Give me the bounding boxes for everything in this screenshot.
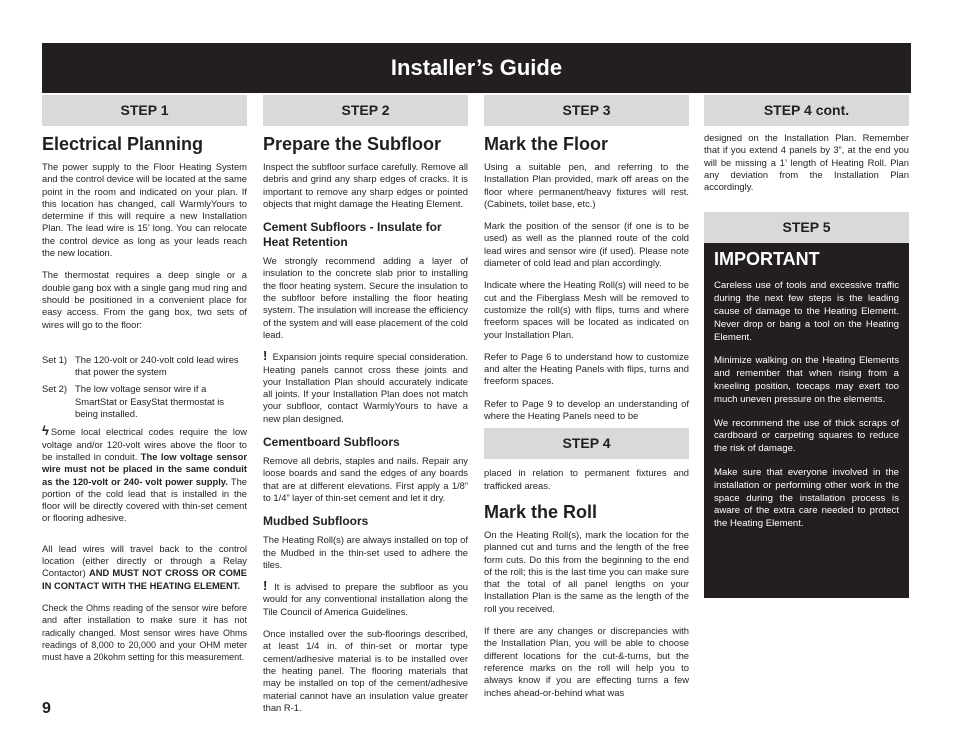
important-box [704,243,909,598]
list-item: Set 1) The 120-volt or 240-volt cold lead wires that power the system [42,353,239,378]
column-step-1 [42,95,247,673]
column-step-4-5 [704,95,909,598]
step-4-cont-header: STEP 4 cont. [704,95,909,126]
exclamation-icon: ! [263,348,268,364]
paragraph: Minimize walking on the Heating Elements and remember that when rising from a kneeling position, toecaps may exert too much uneven pressure on the elements. [714,355,899,405]
paragraph: Inspect the subfloor surface carefully. Remove all debris and grind any sharp edges of cracks. It is important to remove any sharp edges or pointed objects that might damage the Heating Element. [263,161,468,209]
paragraph: The thermostat requires a deep single or a double gang box with a single gang mud ring and should be positioned in a convenient place for easy access. From the gang box, two sets of wires will go to the floor: [42,269,247,330]
paragraph: We strongly recommend adding a layer of insulation to the concrete slab prior to installing the floor heating system. Secure the insulation to the subfloor before installing the floor heating system. The insulation will increase the efficiency of the system and will ease placement of the cold lead. [263,255,468,340]
paragraph: Careless use of tools and excessive traffic during the next few steps is the leading cause of damage to the Heating Element. Never drop or bang a tool on the Heating Element. [714,280,899,343]
paragraph: All lead wires will travel back to the control location (either directly or through a Relay Contactor) AND MUST NOT CROSS OR COME IN CONTACT WITH THE HEATING ELEMENT. [42,542,247,591]
paragraph: Check the Ohms reading of the sensor wire before and after installation to make sure it has not radically changed. Most sensor wires have Ohms readings of 8,000 to 20,000 and your OHM meter must have a 20kohm setting for this measurement. [42,602,247,663]
paragraph: Make sure that everyone involved in the installation or performing other work in the space during the installation process is aware of the extra care needed to protect the Heating Element. [714,467,899,530]
paragraph: ! It is advised to prepare the subfloor as you would for any conventional installation along the Tile Council of America Guidelines. [263,578,468,617]
paragraph: placed in relation to permanent fixtures and trafficked areas. [484,467,689,491]
step-1-header: STEP 1 [42,95,247,126]
paragraph: Remove all debris, staples and nails. Repair any loose boards and sand the edges of any boards that are at different elevations. First apply a 1/8” to 1/4” layer of thin-set cement and let it dry. [263,455,468,503]
page-number: 9 [42,700,51,717]
step-5-header: STEP 5 [704,212,909,243]
subheading: Cement Subfloors - Insulate for Heat Retention [263,220,442,250]
section-heading: Prepare the Subfloor [263,134,442,154]
section-heading: Mark the Roll [484,501,598,522]
section-heading: Electrical Planning [42,134,204,154]
step-2-header: STEP 2 [263,95,468,126]
column-step-3 [484,95,689,709]
paragraph: ϟ Some local electrical codes require the low voltage and/or 120-volt wires above the floor to be installed in conduit. The low voltage sensor wire must not be placed in the same conduit as the 120-volt or 240- volt power supply. The portion of the cold lead that is installed in the floor will be directly covered with thin-set cement or flooring adhesive. [42,423,247,524]
paragraph: On the Heating Roll(s), mark the location for the planned cut and turns and the length of the free form cuts. Do this from the beginning to the end of the roll; this is the last time you can make sure that the total of all panel lengths on your Installation Plan is the same as the length of the roll you received. [484,528,689,614]
paragraph: If there are any changes or discrepancies with the Installation Plan, you will be able to choose different locations for the cut-&-turns, but the reference marks on the roll will help you to always know if you are effecting turns a few inches ahead-or-behind what was [484,625,689,698]
paragraph: The power supply to the Floor Heating System and the control device will be located at the same point in the room and indicated on your plan. If this location has changed, call WarmlyYours to determine if this will require a new Installation Plan. The lead wire is 15’ long. You can relocate the control device as long as your leads reach the new location. [42,161,247,259]
paragraph: ! Expansion joints require special consideration. Heating panels cannot cross these joints and your Installation Plan should accurately indicate all joints. If your Installation Plan does not match your subfloor, contact WarmlyYours to have a new plan designed. [263,348,468,424]
paragraph: Once installed over the sub-floorings described, at least 1/4 in. of thin-set or mortar type cement/adhesive material is to be installed over the heating panel. The flooring materials that may be installed on top of the cement/adhesive material cannot have an insulation value greater than R-1. [263,628,468,713]
paragraph: We recommend the use of thick scraps of cardboard or carpeting squares to reduce the risk of damage. [714,417,899,455]
wire-set-list [42,354,247,420]
paragraph: Using a suitable pen, and referring to the Installation Plan provided, mark off areas on the floor where permanent/heavy fixtures will rest. (Cabinets, toilet base, etc.) [484,161,689,209]
step-3-header: STEP 3 [484,95,689,126]
paragraph: Refer to Page 6 to understand how to customize and alter the Heating Panels with flips, turns and freeform spaces. [484,350,689,387]
important-heading: IMPORTANT [714,249,820,270]
paragraph: Refer to Page 9 to develop an understanding of where the Heating Panels need to be [484,397,689,422]
column-step-2 [263,95,468,724]
page-title: Installer’s Guide [42,43,911,93]
subheading: Cementboard Subfloors [263,435,400,450]
paragraph: The Heating Roll(s) are always installed on top of the Mudbed in the thin-set used to adhere the tiles. [263,534,468,570]
subheading: Mudbed Subfloors [263,514,369,529]
paragraph: Indicate where the Heating Roll(s) will need to be cut and the Fiberglass Mesh will be removed to customize the roll(s) with flips, turns and where freeform spaces will be located as indicated on your Installation Plan. [484,279,689,340]
step-4-header: STEP 4 [484,428,689,459]
paragraph: Mark the position of the sensor (if one is to be used) as well as the planned route of the cold lead wires and sensor wire (if used). Please note diameter of cold lead and plan accordingly. [484,220,689,269]
exclamation-icon: ! [263,578,268,594]
section-heading: Mark the Floor [484,134,609,154]
lightning-icon: ϟ [42,423,49,439]
paragraph: designed on the Installation Plan. Remember that if you extend 4 panels by 3”, at the end you will be missing a 1’ length of Heating Roll. Plan any deviation from the Installation Plan accordingly. [704,132,909,193]
list-item: Set 2) The low voltage sensor wire if a SmartStat or EasyStat thermostat is being installed. [42,383,225,420]
